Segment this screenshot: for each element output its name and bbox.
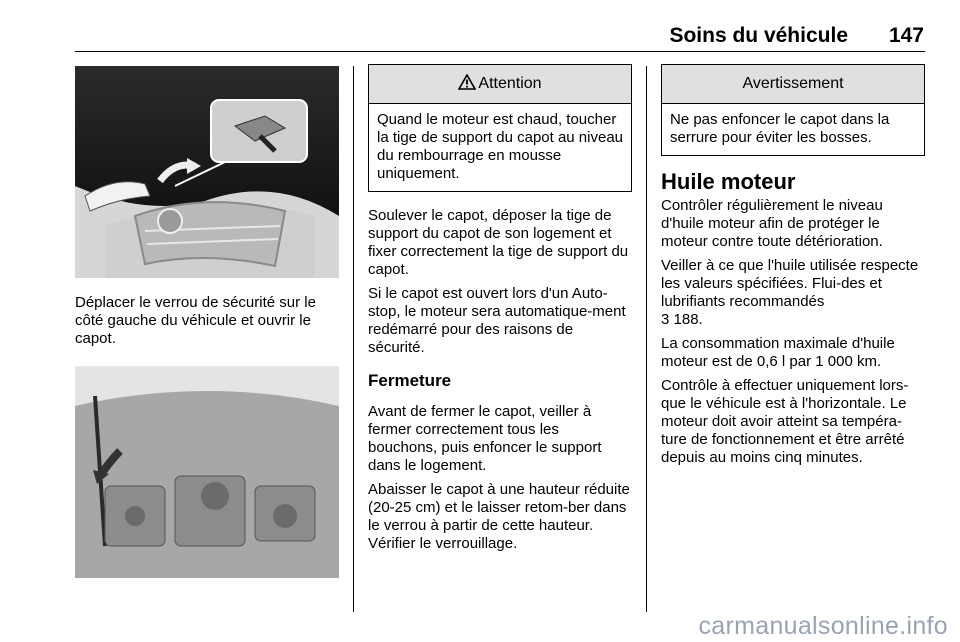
oil-spec-text: Veiller à ce que l'huile utilisée respecte les valeurs spécifiées. Flui-des et lubrifiants recommandés (661, 257, 919, 310)
attention-box-header (369, 65, 631, 104)
engine-bay-photo (75, 366, 339, 578)
hood-latch-caption: Déplacer le verrou de sécurité sur le côté gauche du véhicule et ouvrir le capot. (75, 294, 316, 347)
paragraph-lift-hood: Soulever le capot, déposer la tige de support du capot de son logement et fixer correctement la tige de support du capot. (368, 207, 629, 278)
attention-text: Quand le moteur est chaud, toucher la tige de support du capot au niveau du rembourrage en mousse uniquement. (377, 111, 624, 182)
paragraph-oil-check: Contrôler régulièrement le niveau d'huile moteur afin de protéger le moteur contre toute détérioration. (661, 197, 883, 250)
page-ref-arrow-icon: 3 (661, 311, 670, 328)
section-title: Soins du véhicule (669, 24, 848, 47)
paragraph-closing-lower: Abaisser le capot à une hauteur réduite (20-25 cm) et le laisser retom-ber dans le verrou à partir de cette hauteur. Vérifier le verrouillage. (368, 481, 630, 552)
paragraph-oil-conditions: Contrôle à effectuer uniquement lors-que le véhicule est à l'horizontale. Le moteur doit avoir atteint sa tempéra-ture de fonctionnement et être arrêté depuis au moins cinq minutes. (661, 377, 909, 466)
warning-box-header (662, 65, 924, 104)
paragraph-oil-consumption: La consommation maximale d'huile moteur est de 0,6 l par 1 000 km. (661, 335, 895, 370)
header-rule (75, 51, 925, 52)
column-middle (368, 64, 632, 559)
warning-text: Ne pas enfoncer le capot dans la serrure pour éviter les bosses. (670, 111, 890, 146)
attention-box (368, 64, 632, 192)
page-ref-link[interactable]: 188. (673, 311, 703, 328)
heading-huile-moteur: Huile moteur (661, 169, 796, 194)
heading-fermeture: Fermeture (368, 371, 452, 390)
warning-triangle-icon (458, 74, 476, 95)
column-right (661, 64, 925, 473)
paragraph-oil-spec (661, 257, 925, 329)
column-divider-1 (353, 66, 354, 612)
hood-latch-illustration (75, 66, 339, 278)
column-divider-2 (646, 66, 647, 612)
page-header (0, 0, 960, 56)
page-number: 147 (888, 24, 924, 47)
paragraph-autostop: Si le capot est ouvert lors d'un Auto-stop, le moteur sera automatique-ment redémarré pour des raisons de sécurité. (368, 285, 626, 356)
warning-title: Avertissement (742, 75, 844, 92)
watermark: carmanualsonline.info (698, 612, 948, 640)
engine-bay-illustration (75, 366, 339, 578)
attention-title: Attention (478, 75, 542, 92)
warning-box (661, 64, 925, 156)
paragraph-closing-prep: Avant de fermer le capot, veiller à fermer correctement tous les bouchons, puis enfoncer le support dans le logement. (368, 403, 602, 474)
hood-latch-photo (75, 66, 339, 278)
column-left (75, 64, 339, 578)
